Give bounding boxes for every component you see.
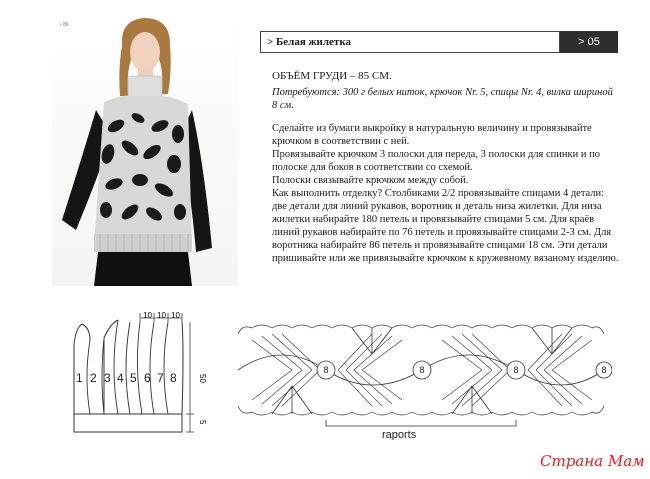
strip-number: 2 [90, 371, 97, 385]
instruction-paragraph: Провязывайте крючком 3 полоски для переда, 3 полоски для спинки и по полоске для боков в соответствии со схемой. [272, 149, 600, 173]
strip-number: 3 [104, 371, 111, 385]
strip-number: 4 [117, 371, 124, 385]
page-number: > 05 [578, 36, 600, 48]
article-title: > Белая жилетка [267, 36, 351, 48]
crochet-chart [232, 320, 612, 445]
strip-number: 8 [170, 371, 177, 385]
model-illustration [52, 14, 238, 286]
site-watermark: Страна Мам [540, 452, 645, 470]
motif-number: 8 [601, 365, 607, 375]
instruction-paragraph: Полоски связывайте крючком между собой. [272, 175, 469, 186]
article-title-bar [260, 31, 560, 53]
strip-number: 7 [157, 371, 164, 385]
strip-number: 1 [76, 371, 83, 385]
strip-number: 5 [130, 371, 137, 385]
motif-number: 8 [419, 365, 425, 375]
motif-number: 8 [513, 365, 519, 375]
top-dim-label: 10 [143, 311, 152, 320]
pattern-schema-drawing [60, 308, 210, 440]
instruction-paragraph: Как выполнить отделку? Столбиками 2/2 провязывайте спицами 4 детали: две детали для линий рукавов, воротник и деталь низа жилетки. Для низа жилетки набирайте 180 петель и провязывайте спицами 5 см. Для краёв линий рукавов набирайте по 76 петель и провязывайте спицами 2-3 см. Для воротника набирайте 86 петель и провязывайте спицами 18 см. Эти детали пришивайте или же привязывайте крючком к кружевному вязаному изделию. [272, 188, 619, 264]
height-dim-label: 50 [198, 374, 207, 383]
photo-label: • 86 [60, 22, 69, 28]
instructions [272, 122, 620, 265]
crochet-chart-drawing [232, 320, 612, 440]
top-dim-label: 10 [171, 311, 180, 320]
materials-text: Потребуются: 300 г белых ниток, крючок Nr. 5, спицы Nr. 4, вилка шириной 8 см. [272, 87, 613, 111]
page-number-badge [560, 31, 618, 53]
instruction-paragraph: Сделайте из бумаги выкройку в натуральную величину и провязывайте крючком в соответствии с ней. [272, 123, 592, 147]
strip-number: 6 [144, 371, 151, 385]
pattern-schema [60, 308, 210, 445]
rib-dim-label: 5 [198, 420, 207, 425]
repeat-label: raports [382, 429, 417, 440]
chest-size-line: ОБЪЁМ ГРУДИ – 85 СМ. [272, 70, 392, 82]
motif-number: 8 [323, 365, 329, 375]
model-photo [52, 14, 238, 286]
top-dim-label: 10 [157, 311, 166, 320]
